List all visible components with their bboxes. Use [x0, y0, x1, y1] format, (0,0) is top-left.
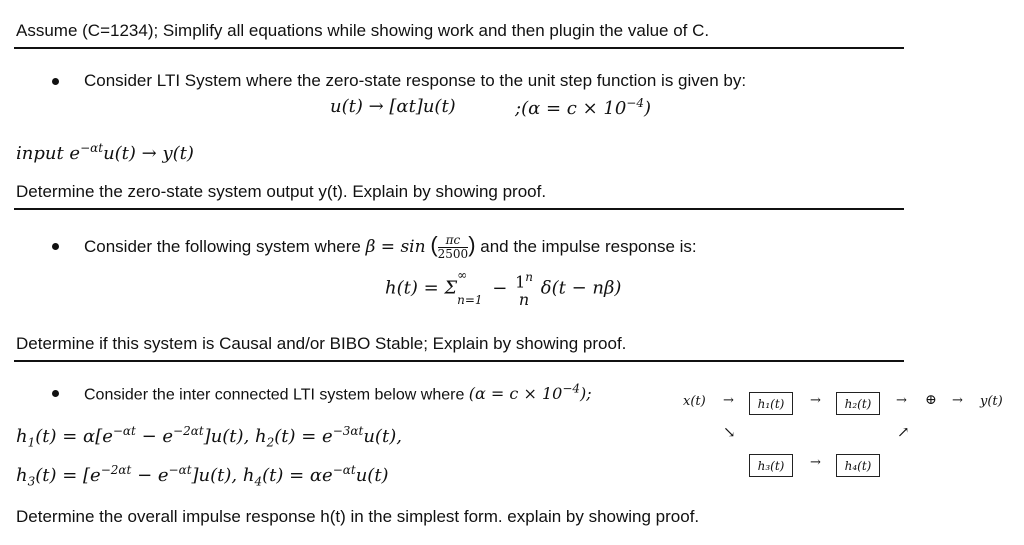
q1-equation-right: ;(α = $c \times 10^{-4}$) [515, 96, 652, 119]
q3-intro: Consider the inter connected LTI system below where $(\alpha = c \times 10^{-4})$; [84, 382, 592, 404]
arrow-up-right-icon: ↗ [897, 423, 910, 441]
q3-task: Determine the overall impulse response h(t) in the simplest form. explain by showing proof. [16, 507, 700, 526]
q2-impulse-response: h(t) = Σ ∞ $_{n=1}$ − 1$^n$ n δ(t − nβ) [385, 267, 622, 310]
bullet-1 [52, 78, 59, 85]
arrow-down-right-icon: ↘ [723, 423, 736, 441]
q2-intro: Consider the following system where β = sin ( $\frac{\pi c}{2500}$ ) and the impulse response is: [84, 232, 697, 262]
h1-block: h₁(t) [749, 392, 793, 415]
arrow-right-icon: → [810, 393, 821, 408]
divider-2 [14, 208, 904, 210]
h4-block: h₄(t) [836, 454, 880, 477]
arrow-right-icon: → [810, 455, 821, 470]
diagram-output-label: y(t) [980, 394, 1003, 409]
arrow-right-icon: → [723, 393, 734, 408]
h2-block: h₂(t) [836, 392, 880, 415]
divider-3 [14, 360, 904, 362]
q1-equation-left: u(t) → [αt]u(t) [330, 96, 456, 117]
adder-icon: ⊕ [925, 392, 937, 408]
q3-line-1: $h_1(t) = \alpha[e^{-\alpha t} - e^{-2\alpha t}]u(t)$, $h_2(t) = e^{-3\alpha t}u(t)$, [16, 424, 402, 450]
q1-input-line: input $e^{-\alpha t}u(t) \to y(t)$ [16, 141, 194, 164]
arrow-right-icon: → [952, 393, 963, 408]
h3-block: h₃(t) [749, 454, 793, 477]
diagram-input-label: x(t) [683, 394, 706, 409]
q3-line-2: $h_3(t) = [e^{-2\alpha t} - e^{-\alpha t}]u(t)$, $h_4(t) = \alpha e^{-\alpha t}u(t)$ [16, 463, 389, 489]
q1-intro: Consider LTI System where the zero-state response to the unit step function is given by: [84, 71, 747, 90]
arrow-right-icon: → [896, 393, 907, 408]
divider-1 [14, 47, 904, 49]
bullet-3 [52, 390, 59, 397]
q2-task: Determine if this system is Causal and/or BIBO Stable; Explain by showing proof. [16, 334, 627, 353]
instructions-text: Assume (C=1234); Simplify all equations while showing work and then plugin the value of C. [16, 21, 710, 40]
q1-task: Determine the zero-state system output y(t). Explain by showing proof. [16, 182, 547, 201]
bullet-2 [52, 243, 59, 250]
